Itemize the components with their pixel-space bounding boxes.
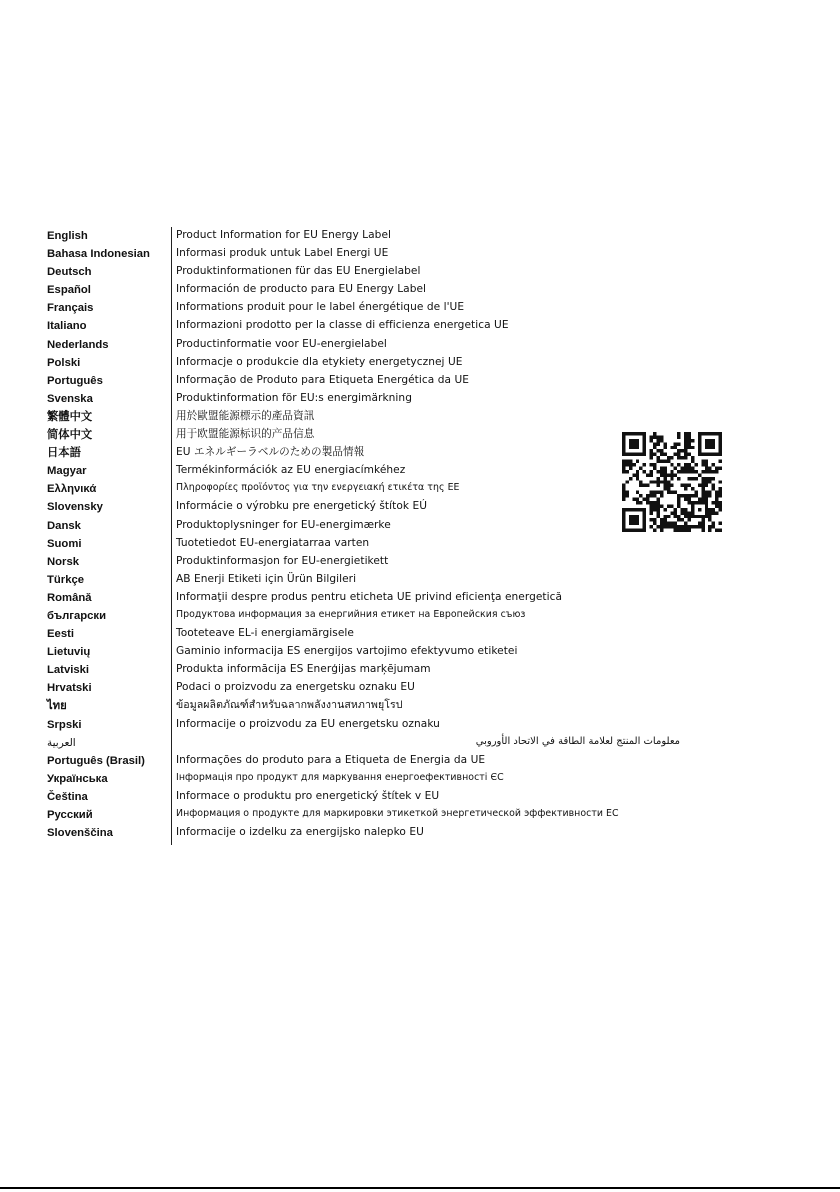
language-row xyxy=(47,281,647,299)
language-row xyxy=(47,824,647,842)
product-info-text: Podaci o proizvodu za energetsku oznaku EU xyxy=(176,681,415,694)
language-row xyxy=(47,643,647,661)
language-name: Eesti xyxy=(47,628,75,641)
language-name: 日本語 xyxy=(47,447,81,460)
product-info-text: Informacije o izdelku za energijsko nalepko EU xyxy=(176,826,424,839)
language-row xyxy=(47,553,647,571)
language-name: Srpski xyxy=(47,718,82,731)
language-name: ไทย xyxy=(47,700,67,713)
language-name: Ελληνικά xyxy=(47,483,97,496)
product-info-text: AB Enerji Etiketi için Ürün Bilgileri xyxy=(176,572,357,585)
language-row xyxy=(47,498,647,516)
language-name: 繁體中文 xyxy=(47,410,93,423)
product-info-text: EU エネルギーラベルのための製品情報 xyxy=(176,446,365,459)
language-name: Italiano xyxy=(47,320,87,333)
language-row xyxy=(47,734,680,752)
product-info-text: 用於歐盟能源標示的產品資訊 xyxy=(176,409,315,422)
language-name: Magyar xyxy=(47,465,87,478)
product-info-text: ข้อมูลผลิตภัณฑ์สำหรับฉลากพลังงานสหภาพยุโรป xyxy=(176,699,403,712)
language-name: Română xyxy=(47,591,92,604)
language-name: العربية xyxy=(47,736,76,749)
language-name: Slovenščina xyxy=(47,827,113,840)
language-row xyxy=(47,462,647,480)
language-name: Svenska xyxy=(47,392,93,405)
language-name: Français xyxy=(47,302,94,315)
language-name: Nederlands xyxy=(47,338,109,351)
language-name: Русский xyxy=(47,809,93,821)
product-info-text: Tooteteave EL-i energiamärgisele xyxy=(176,627,354,640)
product-info-text: Продуктова информация за енергийния етикет на Европейския съюз xyxy=(176,608,526,620)
language-row xyxy=(47,227,647,245)
language-name: Dansk xyxy=(47,519,81,532)
product-info-text: Produkta informācija ES Enerģijas marķējumam xyxy=(176,663,431,676)
language-row xyxy=(47,788,647,806)
product-info-text: Información de producto para EU Energy Label xyxy=(176,283,427,296)
product-info-text: Informations produit pour le label énergétique de l'UE xyxy=(176,301,465,314)
language-name: Bahasa Indonesian xyxy=(47,248,150,261)
product-info-text: 用于欧盟能源标识的产品信息 xyxy=(176,428,315,441)
language-row xyxy=(47,336,647,354)
language-name: български xyxy=(47,609,107,622)
language-name: 简体中文 xyxy=(47,429,93,442)
language-name: Čeština xyxy=(47,790,88,803)
language-name: Türkçe xyxy=(47,573,85,586)
page-bottom-rule xyxy=(0,1187,840,1189)
product-info-text: Informazioni prodotto per la classe di efficienza energetica UE xyxy=(176,319,509,332)
language-row xyxy=(47,679,647,697)
language-row xyxy=(47,517,647,535)
product-info-text: Produktoplysninger for EU-energimærke xyxy=(176,518,391,531)
product-info-text: Produktinformationen für das EU Energielabel xyxy=(176,265,421,278)
language-row xyxy=(47,299,647,317)
language-row xyxy=(47,716,647,734)
product-info-text: Informaţii despre produs pentru eticheta UE privind eficienţa energetică xyxy=(176,590,563,603)
product-info-text: Informacije o proizvodu za EU energetsku oznaku xyxy=(176,717,440,730)
language-row xyxy=(47,535,647,553)
language-name: Українська xyxy=(47,772,108,785)
language-row xyxy=(47,263,647,281)
product-info-text: Product Information for EU Energy Label xyxy=(176,229,392,241)
language-row xyxy=(47,625,647,643)
language-name: Español xyxy=(47,284,91,297)
language-name: Deutsch xyxy=(47,266,92,279)
product-info-text: Informace o produktu pro energetický štítek v EU xyxy=(176,789,440,802)
language-row xyxy=(47,697,647,715)
product-info-text: Информация о продукте для маркировки этикеткой энергетической эффективности ЕС xyxy=(176,808,619,819)
language-name: Suomi xyxy=(47,537,82,550)
qr-code-icon xyxy=(622,432,722,532)
language-row xyxy=(47,426,647,444)
language-name: Hrvatski xyxy=(47,682,92,695)
language-name: Português xyxy=(47,374,103,387)
language-row xyxy=(47,607,647,625)
language-row xyxy=(47,444,647,462)
product-info-text: Tuotetiedot EU-energiatarraa varten xyxy=(176,536,370,549)
product-info-text: Gaminio informacija ES energijos vartojimo efektyvumo etiketei xyxy=(176,645,518,658)
language-name: Norsk xyxy=(47,555,80,568)
language-name: Slovensky xyxy=(47,501,103,514)
product-info-text: Informação de Produto para Etiqueta Energética da UE xyxy=(176,373,469,386)
language-name: Português (Brasil) xyxy=(47,754,145,767)
product-info-text: Termékinformációk az EU energiacímkéhez xyxy=(176,464,406,477)
language-name: Polski xyxy=(47,356,81,369)
language-row xyxy=(47,390,647,408)
language-row xyxy=(47,354,647,372)
column-divider xyxy=(171,227,172,845)
product-info-text: Produktinformasjon for EU-energietikett xyxy=(176,554,389,567)
language-row xyxy=(47,571,647,589)
product-info-text: Informações do produto para a Etiqueta de Energia da UE xyxy=(176,753,486,766)
product-info-text: Productinformatie voor EU-energielabel xyxy=(176,337,387,350)
language-row xyxy=(47,770,647,788)
product-info-text: Πληροφορίες προϊόντος για την ενεργειακή ετικέτα της ΕΕ xyxy=(176,482,460,494)
language-row xyxy=(47,245,647,263)
language-name: Lietuvių xyxy=(47,646,91,659)
product-info-text: Informasi produk untuk Label Energi UE xyxy=(176,247,389,260)
product-info-text: Produktinformation för EU:s energimärkning xyxy=(176,391,412,404)
language-name: English xyxy=(47,230,88,242)
product-info-text: Informácie o výrobku pre energetický štítok EÚ xyxy=(176,500,427,513)
language-row xyxy=(47,589,647,607)
language-table xyxy=(47,227,680,842)
language-row xyxy=(47,408,647,426)
product-info-text: Informacje o produkcie dla etykiety energetycznej UE xyxy=(176,355,463,368)
product-info-text: معلومات المنتج لعلامة الطاقة في الاتحاد الأوروبي xyxy=(475,735,680,747)
language-row xyxy=(47,661,647,679)
product-info-text: Інформація про продукт для маркування енергоефективності ЄС xyxy=(176,771,504,783)
language-row xyxy=(47,317,647,335)
language-row xyxy=(47,806,647,824)
language-name: Latviski xyxy=(47,664,90,677)
language-row xyxy=(47,480,647,498)
language-row xyxy=(47,372,647,390)
language-row xyxy=(47,752,647,770)
